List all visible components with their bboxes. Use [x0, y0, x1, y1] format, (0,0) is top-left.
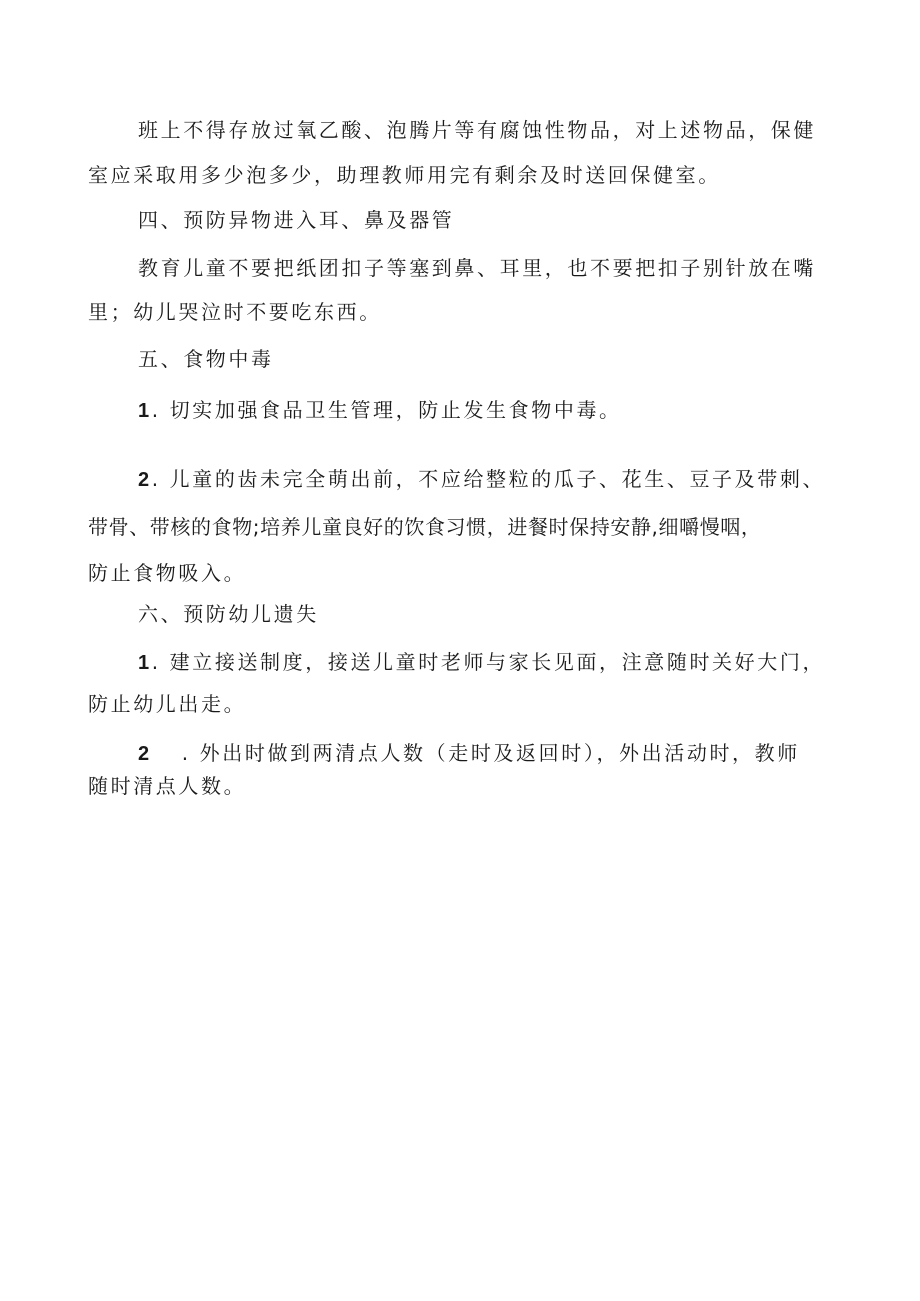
section-heading: 四、预防异物进入耳、鼻及器管: [138, 208, 455, 232]
paragraph-line: 里；幼儿哭泣时不要吃东西。: [88, 300, 382, 324]
section-heading: 六、预防幼儿遗失: [138, 602, 319, 626]
list-item-text: . 切实加强食品卫生管理，防止发生食物中毒。: [151, 398, 622, 422]
list-item: [138, 650, 825, 675]
paragraph-line: 班上不得存放过氧乙酸、泡腾片等有腐蚀性物品，对上述物品，保健: [138, 118, 816, 142]
paragraph-line: 防止幼儿出走。: [88, 692, 247, 716]
list-item-number: 1: [138, 400, 152, 422]
list-item-number: 2: [138, 469, 152, 491]
list-item: [138, 467, 825, 492]
paragraph-line: 室应采取用多少泡多少，助理教师用完有剩余及时送回保健室。: [88, 163, 721, 187]
list-item-number: 2: [138, 743, 152, 765]
list-item-text: . 建立接送制度，接送儿童时老师与家长见面，注意随时关好大门，: [151, 650, 826, 674]
paragraph-line: 随时清点人数。: [88, 774, 247, 798]
paragraph-line: 防止食物吸入。: [88, 561, 247, 585]
list-item: [138, 741, 800, 766]
paragraph-line: 教育儿童不要把纸团扣子等塞到鼻、耳里，也不要把扣子别针放在嘴: [138, 256, 816, 280]
paragraph-line: 带骨、带核的食物;培养儿童良好的饮食习惯，进餐时保持安静,细嚼慢咽，: [88, 515, 762, 539]
section-heading: 五、食物中毒: [138, 347, 274, 371]
list-item: [138, 398, 622, 423]
list-item-text: . 儿童的齿未完全萌出前，不应给整粒的瓜子、花生、豆子及带刺、: [151, 467, 826, 491]
list-item-text: . 外出时做到两清点人数（走时及返回时），外出活动时，教师: [181, 741, 800, 765]
list-item-number: 1: [138, 652, 152, 674]
